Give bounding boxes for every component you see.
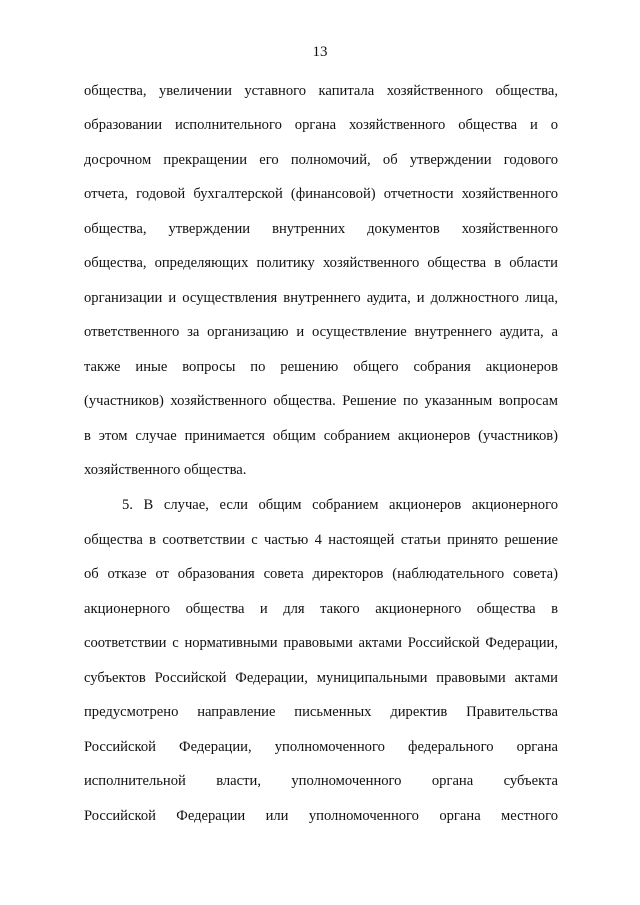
text-line: общества, определяющих политику хозяйственного общества в области [84, 255, 558, 271]
paragraph-start-line: 5. В случае, если общим собранием акционеров акционерного [122, 497, 558, 513]
text-line: исполнительной власти, уполномоченного органа субъекта [84, 773, 558, 789]
text-line: Российской Федерации или уполномоченного органа местного [84, 808, 558, 824]
text-line: ответственного за организацию и осуществление внутреннего аудита, а [84, 324, 558, 340]
text-line: досрочном прекращении его полномочий, об утверждении годового [84, 152, 558, 168]
text-line: общества в соответствии с частью 4 настоящей статьи принято решение [84, 532, 558, 548]
text-line: отчета, годовой бухгалтерской (финансовой) отчетности хозяйственного [84, 186, 558, 202]
text-line: образовании исполнительного органа хозяйственного общества и о [84, 117, 558, 133]
text-line: об отказе от образования совета директоров (наблюдательного совета) [84, 566, 558, 582]
text-line: субъектов Российской Федерации, муниципальными правовыми актами [84, 670, 558, 686]
text-line: хозяйственного общества. [84, 462, 247, 478]
text-line: в этом случае принимается общим собранием акционеров (участников) [84, 428, 558, 444]
text-line: соответствии с нормативными правовыми актами Российской Федерации, [84, 635, 558, 651]
text-line: общества, увеличении уставного капитала хозяйственного общества, [84, 83, 558, 99]
text-line: акционерного общества и для такого акционерного общества в [84, 601, 558, 617]
text-line: (участников) хозяйственного общества. Решение по указанным вопросам [84, 393, 558, 409]
page-number: 13 [312, 44, 328, 60]
text-line: также иные вопросы по решению общего собрания акционеров [84, 359, 558, 375]
text-line: предусмотрено направление письменных директив Правительства [84, 704, 558, 720]
text-line: общества, утверждении внутренних документов хозяйственного [84, 221, 558, 237]
text-line: Российской Федерации, уполномоченного федерального органа [84, 739, 558, 755]
text-line: организации и осуществления внутреннего аудита, и должностного лица, [84, 290, 558, 306]
